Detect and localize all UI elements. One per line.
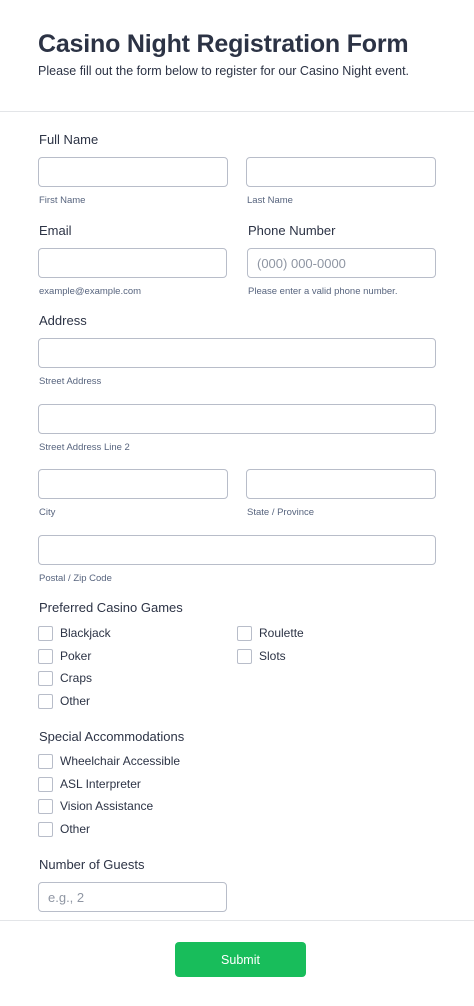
guests-input[interactable] bbox=[38, 882, 227, 912]
checkbox[interactable] bbox=[38, 754, 53, 769]
phone-label: Phone Number bbox=[248, 223, 336, 238]
state-input[interactable] bbox=[246, 469, 436, 499]
checkbox[interactable] bbox=[38, 822, 53, 837]
option-label: Blackjack bbox=[60, 626, 111, 640]
form-subtitle: Please fill out the form below to register for our Casino Night event. bbox=[38, 64, 410, 78]
checkbox[interactable] bbox=[237, 626, 252, 641]
email-label: Email bbox=[39, 223, 72, 238]
option-label: Other bbox=[60, 694, 91, 708]
city-input[interactable] bbox=[38, 469, 228, 499]
address-label: Address bbox=[39, 313, 87, 328]
last-name-input[interactable] bbox=[246, 157, 436, 187]
checkbox[interactable] bbox=[38, 777, 53, 792]
option-label: Roulette bbox=[259, 626, 304, 640]
checkbox[interactable] bbox=[38, 694, 53, 709]
city-sublabel: City bbox=[39, 507, 56, 518]
street-address-line2-input[interactable] bbox=[38, 404, 436, 434]
phone-input[interactable] bbox=[247, 248, 436, 278]
state-sublabel: State / Province bbox=[247, 507, 315, 518]
accommodation-option-asl[interactable] bbox=[38, 775, 141, 793]
full-name-label: Full Name bbox=[39, 132, 99, 147]
email-input[interactable] bbox=[38, 248, 227, 278]
option-label: Poker bbox=[60, 649, 92, 663]
checkbox[interactable] bbox=[38, 799, 53, 814]
accommodation-option-wheelchair[interactable] bbox=[38, 752, 180, 770]
checkbox[interactable] bbox=[237, 649, 252, 664]
postal-code-sublabel: Postal / Zip Code bbox=[39, 573, 112, 584]
option-label: ASL Interpreter bbox=[60, 777, 141, 791]
games-label: Preferred Casino Games bbox=[39, 600, 183, 615]
game-option-poker[interactable] bbox=[38, 647, 91, 665]
accommodation-option-vision[interactable] bbox=[38, 797, 153, 815]
accommodations-label: Special Accommodations bbox=[39, 729, 185, 744]
game-option-slots[interactable] bbox=[237, 647, 286, 665]
game-option-other[interactable] bbox=[38, 692, 90, 710]
option-label: Wheelchair Accessible bbox=[60, 754, 181, 768]
game-option-roulette[interactable] bbox=[237, 624, 304, 642]
postal-code-input[interactable] bbox=[38, 535, 436, 565]
first-name-sublabel: First Name bbox=[39, 195, 86, 206]
option-label: Vision Assistance bbox=[60, 799, 154, 813]
accommodation-option-other[interactable] bbox=[38, 820, 90, 838]
last-name-sublabel: Last Name bbox=[247, 195, 293, 206]
game-option-blackjack[interactable] bbox=[38, 624, 111, 642]
street-address-line2-sublabel: Street Address Line 2 bbox=[39, 442, 130, 453]
email-sublabel: example@example.com bbox=[39, 286, 142, 297]
checkbox[interactable] bbox=[38, 649, 53, 664]
option-label: Other bbox=[60, 822, 91, 836]
checkbox[interactable] bbox=[38, 626, 53, 641]
guests-label: Number of Guests bbox=[39, 857, 145, 872]
phone-sublabel: Please enter a valid phone number. bbox=[248, 286, 398, 297]
option-label: Craps bbox=[60, 671, 93, 685]
submit-button[interactable]: Submit bbox=[175, 942, 306, 977]
game-option-craps[interactable] bbox=[38, 669, 92, 687]
option-label: Slots bbox=[259, 649, 286, 663]
street-address-sublabel: Street Address bbox=[39, 376, 102, 387]
checkbox[interactable] bbox=[38, 671, 53, 686]
form-title: Casino Night Registration Form bbox=[38, 30, 409, 58]
form-header bbox=[0, 0, 474, 112]
first-name-input[interactable] bbox=[38, 157, 228, 187]
street-address-input[interactable] bbox=[38, 338, 436, 368]
